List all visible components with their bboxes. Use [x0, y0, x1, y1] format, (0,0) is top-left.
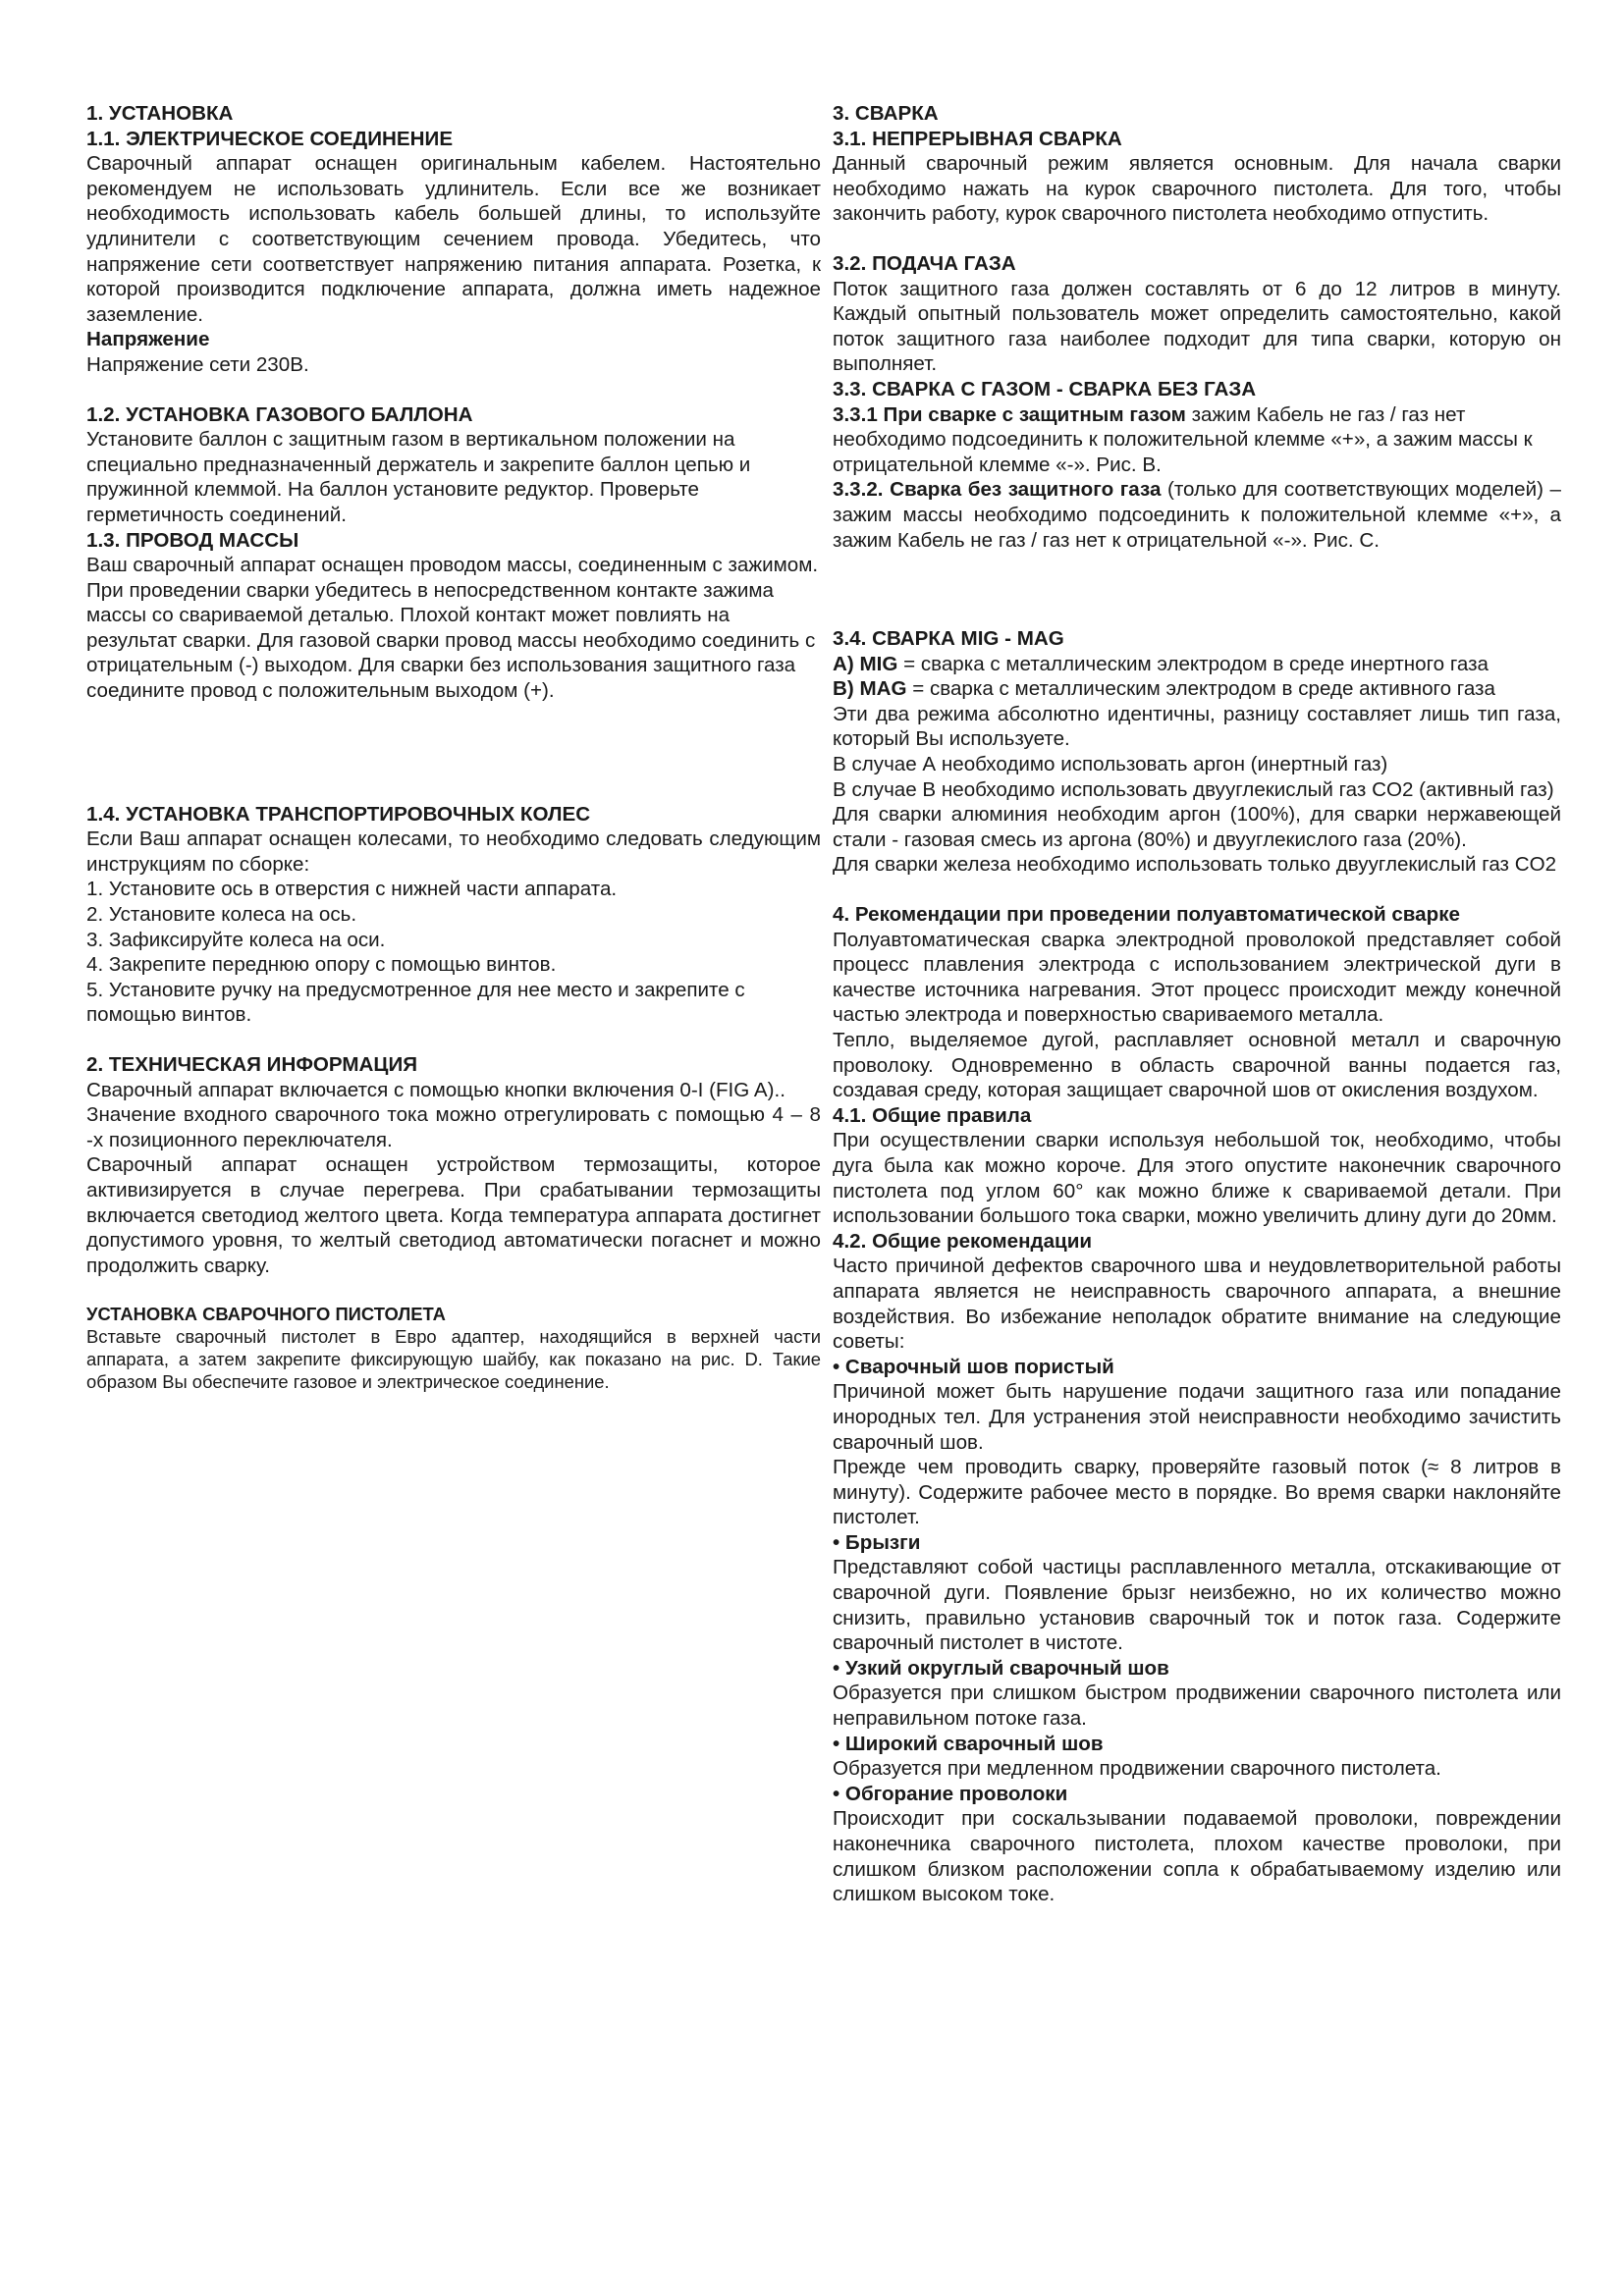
mig-definition [833, 652, 1561, 677]
narrow-seam-title: • Узкий округлый сварочный шов [833, 1656, 1169, 1680]
section-3-title: 3. СВАРКА [833, 102, 939, 125]
narrow-seam-text: Образуется при слишком быстром продвижении сварочного пистолета или неправильном потоке газа. [833, 1682, 1561, 1731]
section-1-3-text: Ваш сварочный аппарат оснащен проводом массы, соединенным с зажимом. При проведении сварки убедитесь в непосредственном контакте зажима массы со свариваемой деталью. Плохой контакт может повлиять на результат сварки. Для газовой сварки провод массы необходимо соединить с отрицательным (-) выходом. Для сварки без использования защитного газа соедините провод с положительным выходом (+). [86, 554, 819, 703]
section-3-3-title: 3.3. СВАРКА С ГАЗОМ - СВАРКА БЕЗ ГАЗА [833, 377, 1257, 400]
section-3-3-1-text: зажим Кабель не газ / газ нет необходимо подсоединить к положительной клемме «+», а зажим массы к отрицательной клемме «-». Рис. B. [833, 402, 1533, 476]
section-1-3-title: 1.3. ПРОВОД МАССЫ [86, 528, 299, 552]
section-3-4-text-5: Для сварки железа необходимо использовать только двууглекислый газ CO2 [833, 853, 1557, 877]
section-4-text-2: Тепло, выделяемое дугой, расплавляет основной металл и сварочную проволоку. Одновременно в область сварочной ванны подается газ, создавая среду, которая защищает сварочной шов от окисления воздухом. [833, 1029, 1561, 1102]
wire-burn-title: • Обгорание проволоки [833, 1782, 1068, 1805]
section-2-title: 2. ТЕХНИЧЕСКАЯ ИНФОРМАЦИЯ [86, 1053, 418, 1076]
section-3-3-1 [833, 402, 1561, 478]
section-3-4-text-2: В случае А необходимо использовать аргон (инертный газ) [833, 753, 1388, 776]
mag-definition [833, 676, 1561, 702]
voltage-label: Напряжение [86, 328, 210, 351]
list-item: 3. Зафиксируйте колеса на оси. [86, 928, 386, 951]
porous-seam-text-2: Прежде чем проводить сварку, проверяйте газовый поток (≈ 8 литров в минуту). Содержите рабочее место в порядке. Во время сварки наклоняйте пистолет. [833, 1456, 1561, 1529]
spatter-title: • Брызги [833, 1530, 921, 1554]
list-item: 4. Закрепите переднюю опору с помощью винтов. [86, 953, 557, 977]
section-1-4-intro: Если Ваш аппарат оснащен колесами, то необходимо следовать следующим инструкциям по сборке: [86, 828, 821, 876]
left-column [86, 101, 821, 1393]
section-1-2-text: Установите баллон с защитным газом в вертикальном положении на специально предназначенный держатель и закрепите баллон цепью и пружинной клеммой. На баллон установите редуктор. Проверьте герметичность соединений. [86, 428, 751, 526]
section-1-title: 1. УСТАНОВКА [86, 102, 234, 125]
section-3-1-title: 3.1. НЕПРЕРЫВНАЯ СВАРКА [833, 127, 1122, 150]
section-4-2-title: 4.2. Общие рекомендации [833, 1229, 1093, 1253]
mag-label: B) MAG [833, 677, 907, 701]
section-3-2-title: 3.2. ПОДАЧА ГАЗА [833, 251, 1016, 275]
section-3-2-text: Поток защитного газа должен составлять от 6 до 12 литров в минуту. Каждый опытный пользователь может определить самостоятельно, какой поток защитного газа наиболее подходит для типа сварки, которую он выполняет. [833, 277, 1561, 376]
section-4-title: 4. Рекомендации при проведении полуавтоматической сварке [833, 903, 1460, 927]
section-2-text-2: Значение входного сварочного тока можно отрегулировать с помощью 4 – 8 -х позиционного переключателя. [86, 1103, 821, 1151]
wide-seam-text: Образуется при медленном продвижении сварочного пистолета. [833, 1757, 1441, 1781]
porous-seam-text-1: Причиной может быть нарушение подачи защитного газа или попадание инородных тел. Для устранения этой неисправности необходимо зачистить сварочный шов. [833, 1380, 1561, 1454]
section-3-3-2 [833, 477, 1561, 553]
list-item: 2. Установите колеса на ось. [86, 903, 357, 927]
spatter-text: Представляют собой частицы расплавленного металла, отскакивающие от сварочной дуги. Появление брызг неизбежно, но их количество можно снизить, правильно установив сварочный ток и поток газа. Содержите сварочный пистолет в чистоте. [833, 1556, 1561, 1655]
section-1-1-text: Сварочный аппарат оснащен оригинальным кабелем. Настоятельно рекомендуем не использовать удлинитель. Если все же возникает необходимость использовать кабель большей длины, то используйте удлинители с соответствующим сечением провода. Убедитесь, что напряжение сети соответствует напряжению питания аппарата. Розетка, к которой производится подключение аппарата, должна иметь надежное заземление. [86, 152, 821, 326]
section-1-4-title: 1.4. УСТАНОВКА ТРАНСПОРТИРОВОЧНЫХ КОЛЕС [86, 802, 591, 826]
right-column [833, 101, 1561, 1907]
mag-text: = сварка с металлическим электродом в среде активного газа [906, 677, 1495, 701]
section-4-text-1: Полуавтоматическая сварка электродной проволокой представляет собой процесс плавления электрода с использованием электрической дуги в качестве источника нагревания. Этот процесс происходит между конечной частью электрода и поверхностью свариваемого металла. [833, 928, 1561, 1027]
section-2-text-3: Сварочный аппарат оснащен устройством термозащиты, которое активизируется в случае перегрева. При срабатывании термозащиты включается светодиод желтого цвета. Когда температура аппарата достигнет допустимого уровня, то желтый светодиод автоматически погаснет и можно продолжить сварку. [86, 1153, 821, 1277]
mig-text: = сварка с металлическим электродом в среде инертного газа [897, 652, 1489, 675]
section-4-1-title: 4.1. Общие правила [833, 1103, 1032, 1127]
gun-install-title: УСТАНОВКА СВАРОЧНОГО ПИСТОЛЕТА [86, 1304, 446, 1325]
mig-label: A) MIG [833, 652, 898, 675]
voltage-value: Напряжение сети 230В. [86, 352, 309, 376]
section-3-3-2-lead: 3.3.2. Сварка без защитного газа [833, 478, 1162, 502]
section-3-4-title: 3.4. СВАРКА MIG - MAG [833, 627, 1064, 651]
list-item: 5. Установите ручку на предусмотренное для нее место и закрепите с помощью винтов. [86, 978, 745, 1027]
section-3-3-1-lead: 3.3.1 При сварке с защитным газом [833, 402, 1186, 426]
section-4-1-text: При осуществлении сварки используя небольшой ток, необходимо, чтобы дуга была как можно короче. Для этого опустите наконечник сварочного пистолета под углом 60° как можно ближе к свариваемой детали. При использовании большого тока сварки, можно увеличить длину дуги до 20мм. [833, 1129, 1561, 1228]
section-1-2-title: 1.2. УСТАНОВКА ГАЗОВОГО БАЛЛОНА [86, 402, 473, 426]
section-4-2-text: Часто причиной дефектов сварочного шва и неудовлетворительной работы аппарата является не неисправность сварочного аппарата, а внешние воздействия. Во избежание неполадок обратите внимание на следующие советы: [833, 1255, 1561, 1354]
list-item: 1. Установите ось в отверстия с нижней части аппарата. [86, 878, 618, 901]
wide-seam-title: • Широкий сварочный шов [833, 1732, 1104, 1755]
gun-install-text: Вставьте сварочный пистолет в Евро адаптер, находящийся в верхней части аппарата, а затем закрепите фиксирующую шайбу, как показано на рис. D. Такие образом Вы обеспечите газовое и электрическое соединение. [86, 1326, 821, 1393]
section-1-1-title: 1.1. ЭЛЕКТРИЧЕСКОЕ СОЕДИНЕНИЕ [86, 127, 454, 150]
section-3-1-text: Данный сварочный режим является основным. Для начала сварки необходимо нажать на курок сварочного пистолета. Для того, чтобы закончить работу, курок сварочного пистолета необходимо отпустить. [833, 152, 1561, 226]
wire-burn-text: Происходит при соскальзывании подаваемой проволоки, повреждении наконечника сварочного пистолета, плохом качестве проволоки, при слишком близком расположении сопла к обрабатываемому изделию или слишком высоком токе. [833, 1807, 1561, 1906]
section-3-4-text-4: Для сварки алюминия необходим аргон (100%), для сварки нержавеющей стали - газовая смесь из аргона (80%) и двууглекислого газа (20%). [833, 803, 1561, 851]
section-2-text-1: Сварочный аппарат включается с помощью кнопки включения 0-I (FIG A).. [86, 1078, 785, 1101]
porous-seam-title: • Сварочный шов пористый [833, 1355, 1114, 1378]
section-3-3-2-text: (только для соответствующих моделей) – зажим массы необходимо подсоединить к положительной клемме «+», а зажим Кабель не газ / газ нет к отрицательной «-». Рис. C. [833, 478, 1561, 552]
section-3-4-text-1: Эти два режима абсолютно идентичны, разницу составляет лишь тип газа, который Вы используете. [833, 702, 1561, 751]
section-3-4-text-3: В случае В необходимо использовать двууглекислый газ CO2 (активный газ) [833, 777, 1554, 801]
